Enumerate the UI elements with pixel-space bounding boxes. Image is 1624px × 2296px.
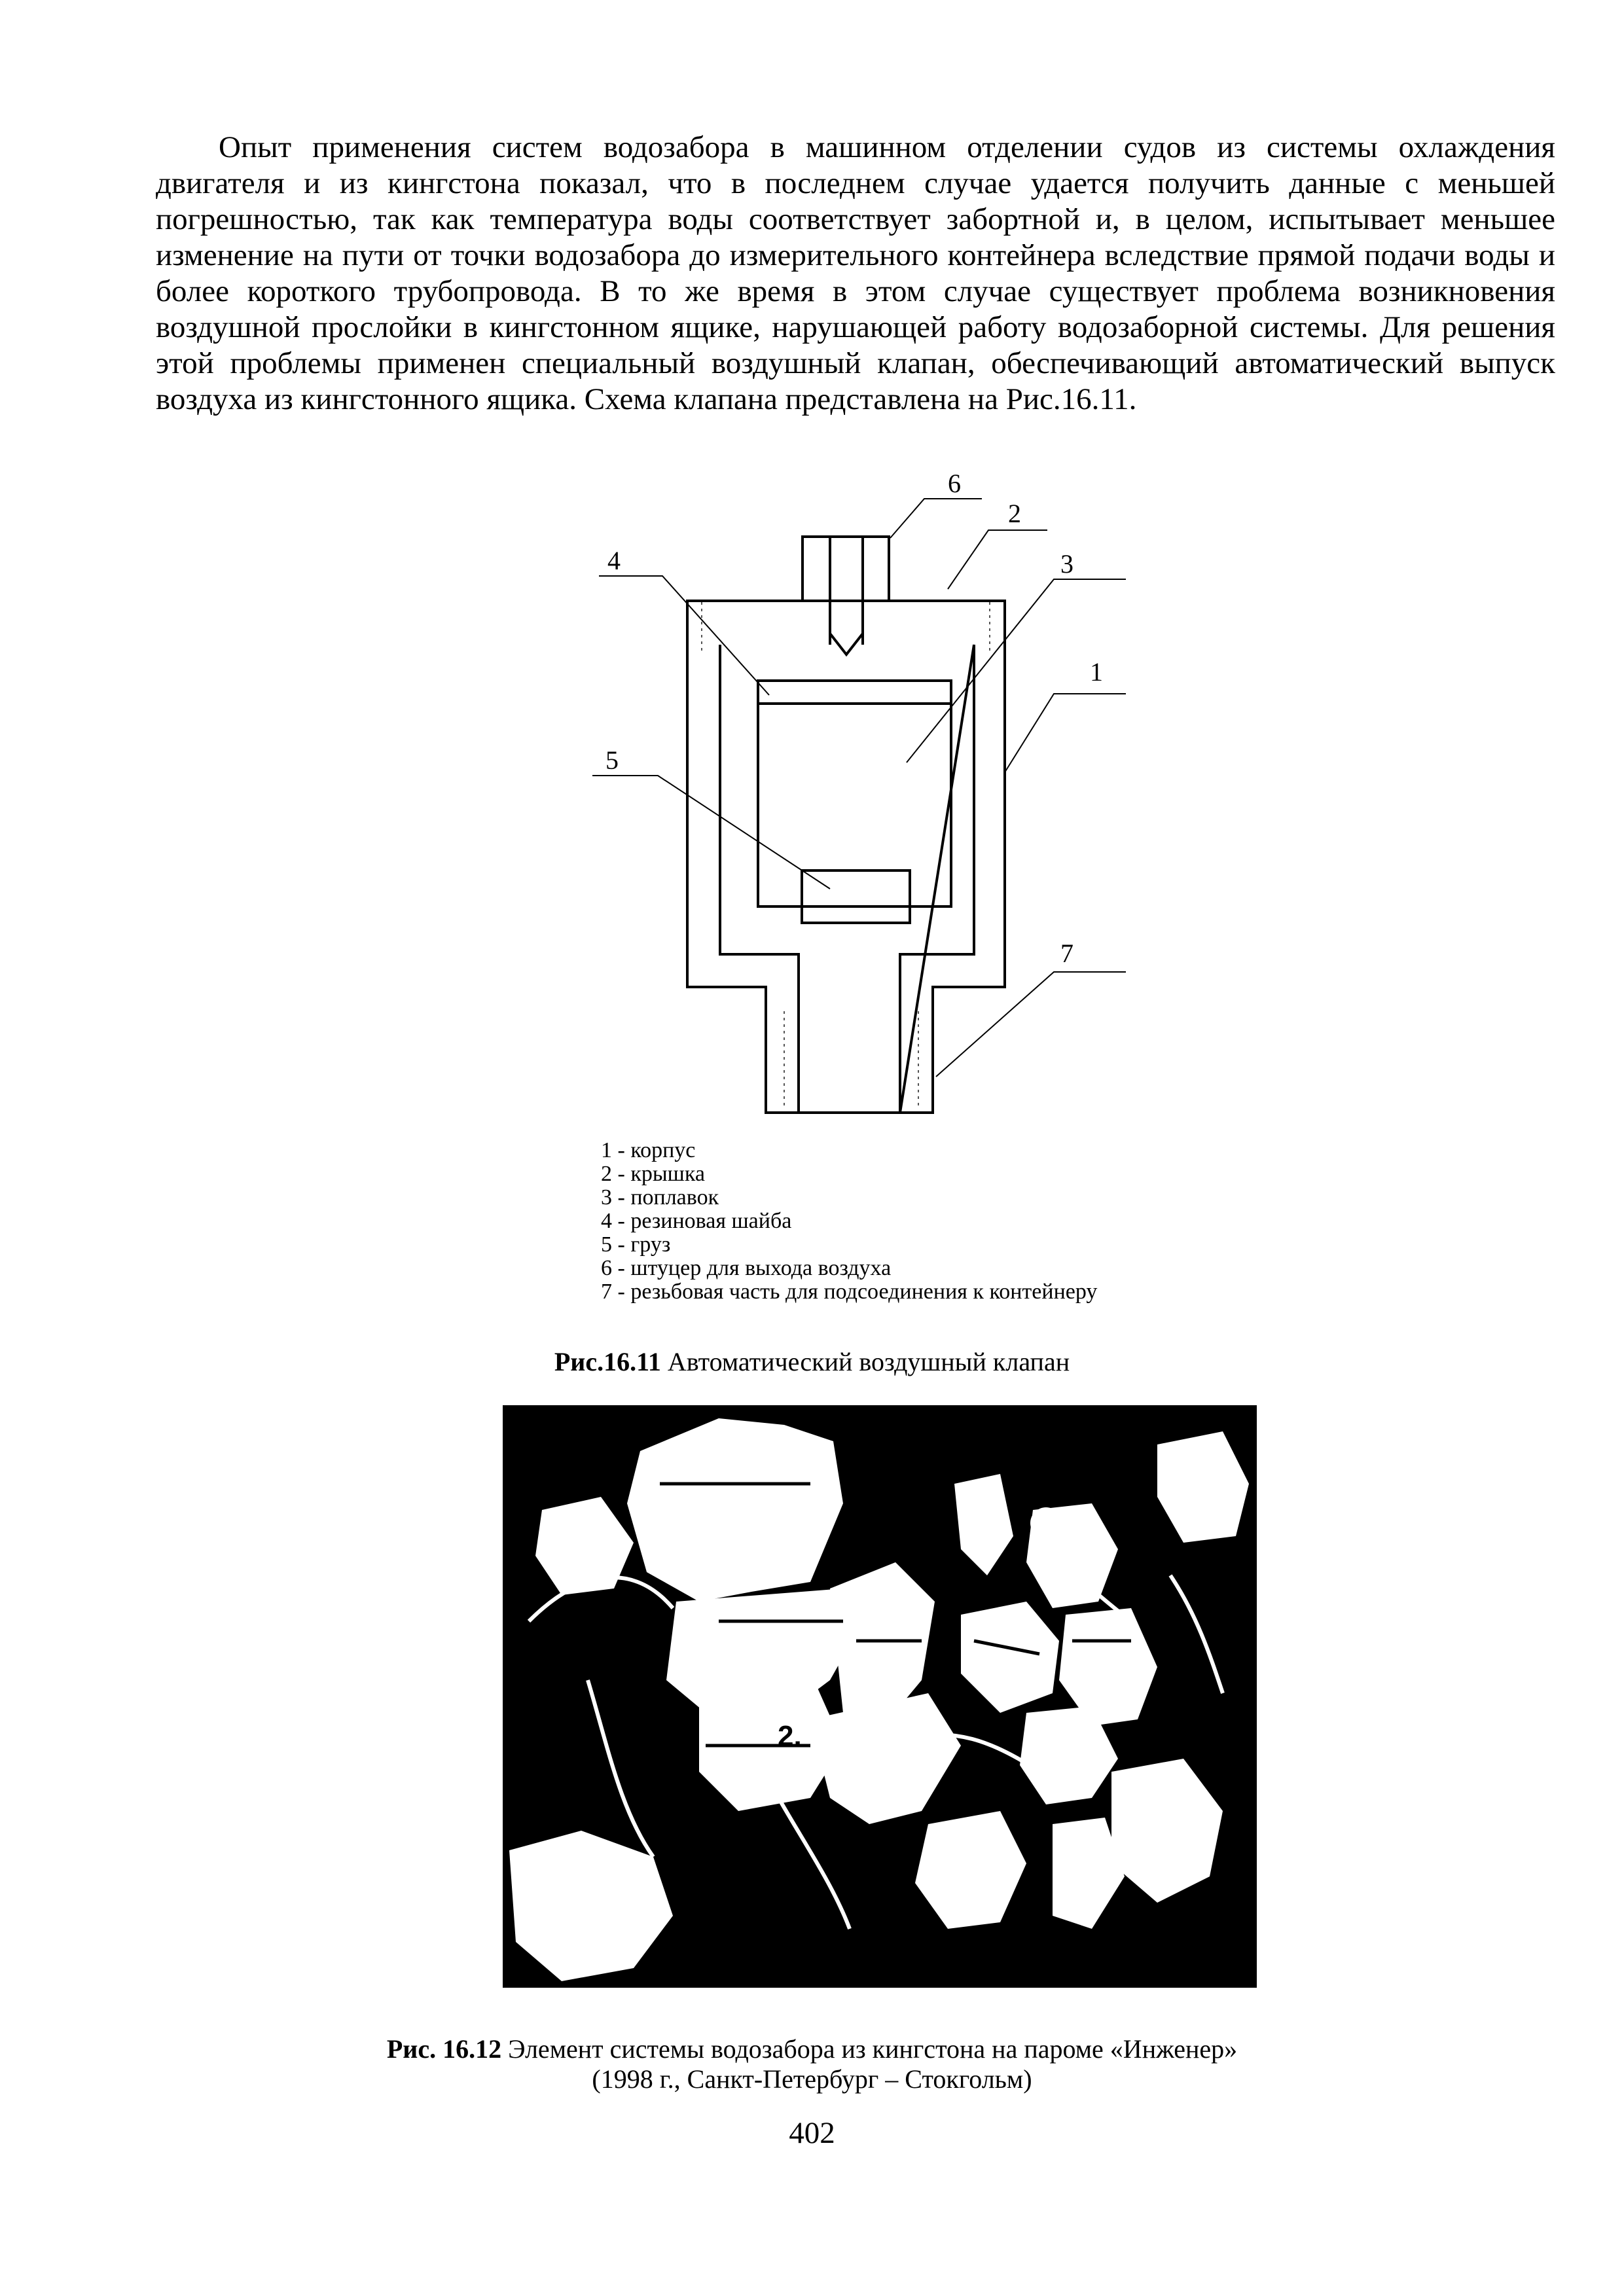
callout-4: 4 bbox=[607, 546, 621, 575]
callout-7: 7 bbox=[1060, 939, 1074, 968]
legend-item: 1 - корпус bbox=[601, 1138, 696, 1162]
diagram-legend bbox=[601, 1139, 1097, 1304]
legend-item: 2 - крышка bbox=[601, 1162, 705, 1186]
callout-2: 2 bbox=[1008, 499, 1021, 528]
callout-6: 6 bbox=[948, 469, 961, 498]
legend-item: 4 - резиновая шайба bbox=[601, 1209, 792, 1233]
air-valve-diagram bbox=[576, 455, 1178, 1142]
legend-item: 5 - груз bbox=[601, 1232, 671, 1257]
caption-label: Рис.16.11 bbox=[554, 1347, 661, 1376]
caption-text: Автоматический воздушный клапан bbox=[660, 1347, 1070, 1376]
leader-1 bbox=[1005, 694, 1126, 772]
body-paragraph: Опыт применения систем водозабора в машинном отделении судов из системы охлаждения двигателя и из кингстона показал, что в последнем случае удается получить данные с меньшей погрешностью, так как температура воды соответствует забортной и, в целом, испытывает меньшее изменение на пути от точки водозабора до измерительного контейнера вследствие прямой подачи воды и более короткого трубопровода. В то же время в этом случае существует проблема возникновения воздушной прослойки в кингстонном ящике, нарушающей работу водозаборной системы. Для решения этой проблемы применен специальный воздушный клапан, обеспечивающий автоматический выпуск воздуха из кингстонного ящика. Схема клапана представлена на Рис.16.11. bbox=[156, 130, 1555, 416]
figure-caption-16-11 bbox=[0, 1347, 1624, 1377]
valve-seat bbox=[830, 634, 863, 655]
callout-3: 3 bbox=[1060, 549, 1074, 579]
legend-item: 6 - штуцер для выхода воздуха bbox=[601, 1256, 892, 1280]
photo-water-intake-element bbox=[503, 1405, 1257, 1988]
weight-dashed bbox=[802, 870, 910, 906]
caption-text: Элемент системы водозабора из кингстона на пароме «Инженер» bbox=[501, 2034, 1238, 2064]
leader-4 bbox=[599, 576, 769, 695]
leader-2 bbox=[948, 530, 1047, 589]
figure-caption-16-12 bbox=[0, 2034, 1624, 2094]
leader-5 bbox=[592, 776, 830, 889]
callout-1: 1 bbox=[1090, 657, 1103, 687]
caption-line-2: (1998 г., Санкт-Петербург – Стокгольм) bbox=[592, 2064, 1032, 2094]
page-number: 402 bbox=[789, 2116, 835, 2150]
float bbox=[758, 681, 951, 906]
callout-5: 5 bbox=[605, 745, 619, 775]
leader-6 bbox=[890, 499, 982, 538]
weight-solid bbox=[802, 870, 910, 923]
legend-item: 3 - поплавок bbox=[601, 1185, 719, 1210]
caption-label: Рис. 16.12 bbox=[386, 2034, 502, 2064]
valve-body-outline bbox=[687, 537, 1005, 1113]
outlet-channel bbox=[830, 537, 863, 645]
photo-mark: 2. bbox=[778, 1720, 802, 1752]
legend-item: 7 - резьбовая часть для подсоединения к контейнеру bbox=[601, 1280, 1098, 1304]
